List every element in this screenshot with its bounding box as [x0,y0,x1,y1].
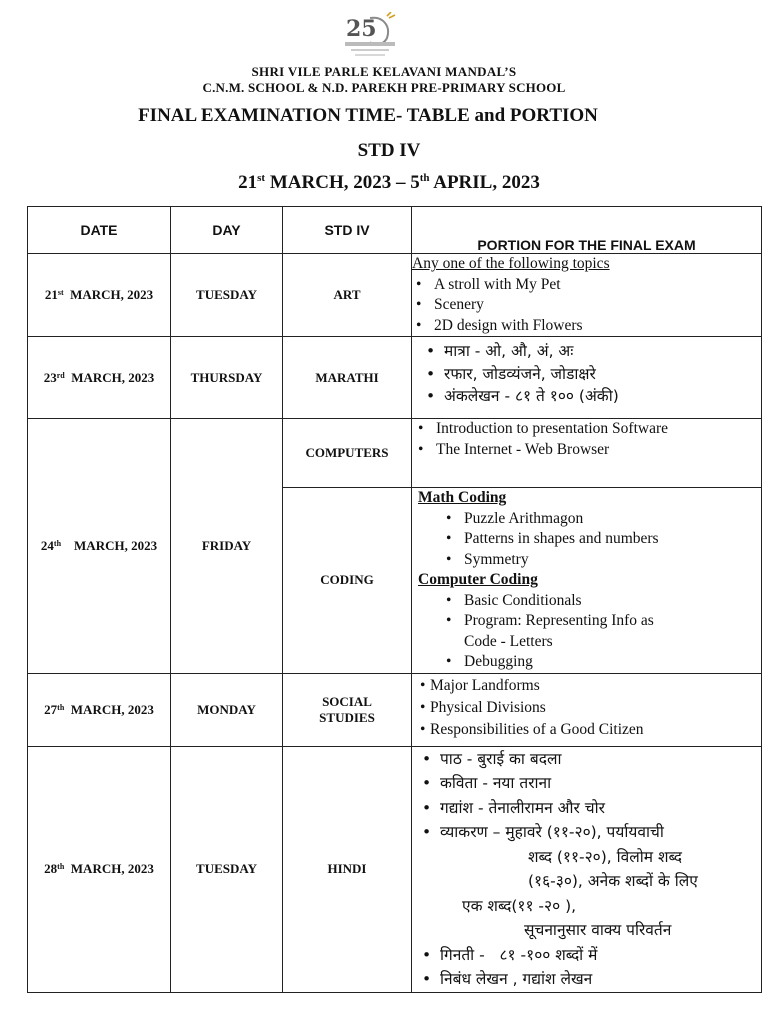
day-cell: MONDAY [171,673,283,746]
timetable [27,206,762,993]
list-item: • कविता - नया तराना [418,771,761,796]
date-cell: 23rd MARCH, 2023 [28,337,171,419]
portion-cell [412,337,762,419]
table-row [28,419,762,488]
header-date: DATE [28,207,171,254]
list-item: • व्याकरण – मुहावरे (११-२०), पर्यायवाची शब्द (११-२०), विलोम शब्द (१६-३०), अनेक शब्दों के लिए एक शब्द(११ -२० ), सूचनानुसार वाक्य परिवर्तन [418,820,761,943]
org-line-2: C.N.M. SCHOOL & N.D. PAREKH PRE-PRIMARY SCHOOL [202,80,566,95]
table-row [28,254,762,337]
table-row [28,746,762,992]
logo-emblem-icon [343,12,397,58]
day-cell: TUESDAY [171,746,283,992]
table-row [28,673,762,746]
list-item: • The Internet - Web Browser [414,440,761,461]
school-logo [343,12,397,58]
list-item: • गिनती - ८१ -१०० शब्दों में [418,943,761,968]
date-cell: 27th MARCH, 2023 [28,673,171,746]
list-item: • मात्रा - ओ, औ, अं, अः [422,340,761,363]
page-title: FINAL EXAMINATION TIME- TABLE and PORTION [138,105,598,126]
list-item: • A stroll with My Pet [412,275,761,296]
list-item: • Puzzle Arithmagon [418,509,761,530]
computer-coding-heading: Computer Coding [418,571,538,588]
std-heading: STD IV [357,140,421,161]
header-portion: PORTION FOR THE FINAL EXAM [412,207,762,254]
table-header-row [28,207,762,254]
list-item: • Physical Divisions [420,697,761,719]
subject-cell: CODING [283,488,412,674]
list-item: • निबंध लेखन , गद्यांश लेखन [418,967,761,992]
list-item: • Basic Conditionals [418,591,761,612]
list-item: • Major Landforms [420,675,761,697]
subject-cell: COMPUTERS [283,419,412,488]
list-item: • 2D design with Flowers [412,316,761,337]
day-cell: FRIDAY [171,419,283,674]
portion-cell [412,254,762,337]
header-day: DAY [171,207,283,254]
svg-text:25: 25 [346,16,377,42]
day-cell: TUESDAY [171,254,283,337]
list-item: • Scenery [412,295,761,316]
date-cell: 28th MARCH, 2023 [28,746,171,992]
day-cell: THURSDAY [171,337,283,419]
portion-cell [412,419,762,488]
org-line-1: SHRI VILE PARLE KELAVANI MANDAL’S [251,64,517,79]
list-item: • अंकलेखन - ८१ ते १०० (अंकी) [422,385,761,408]
list-item: • रफार, जोडव्यंजने, जोडाक्षरे [422,363,761,386]
subject-cell: MARATHI [283,337,412,419]
list-item: • Responsibilities of a Good Citizen [420,719,761,741]
list-item: • Patterns in shapes and numbers [418,529,761,550]
date-range: 21st MARCH, 2023 – 5th APRIL, 2023 [238,172,540,193]
portion-cell [412,488,762,674]
subject-cell: HINDI [283,746,412,992]
header-std: STD IV [283,207,412,254]
subject-cell: SOCIAL STUDIES [283,673,412,746]
date-cell: 21st MARCH, 2023 [28,254,171,337]
subject-cell: ART [283,254,412,337]
list-item: • Introduction to presentation Software [414,419,761,440]
portion-cell [412,746,762,992]
portion-intro: Any one of the following topics [412,255,610,272]
list-item: • गद्यांश - तेनालीरामन और चोर [418,796,761,821]
list-item: • पाठ - बुराई का बदला [418,747,761,772]
date-cell: 24th MARCH, 2023 [28,419,171,674]
list-item: • Debugging [418,652,761,673]
math-coding-heading: Math Coding [418,489,507,506]
table-row [28,337,762,419]
list-item: • Program: Representing Info as Code - Letters [418,611,761,652]
list-item: • Symmetry [418,550,761,571]
portion-cell [412,673,762,746]
